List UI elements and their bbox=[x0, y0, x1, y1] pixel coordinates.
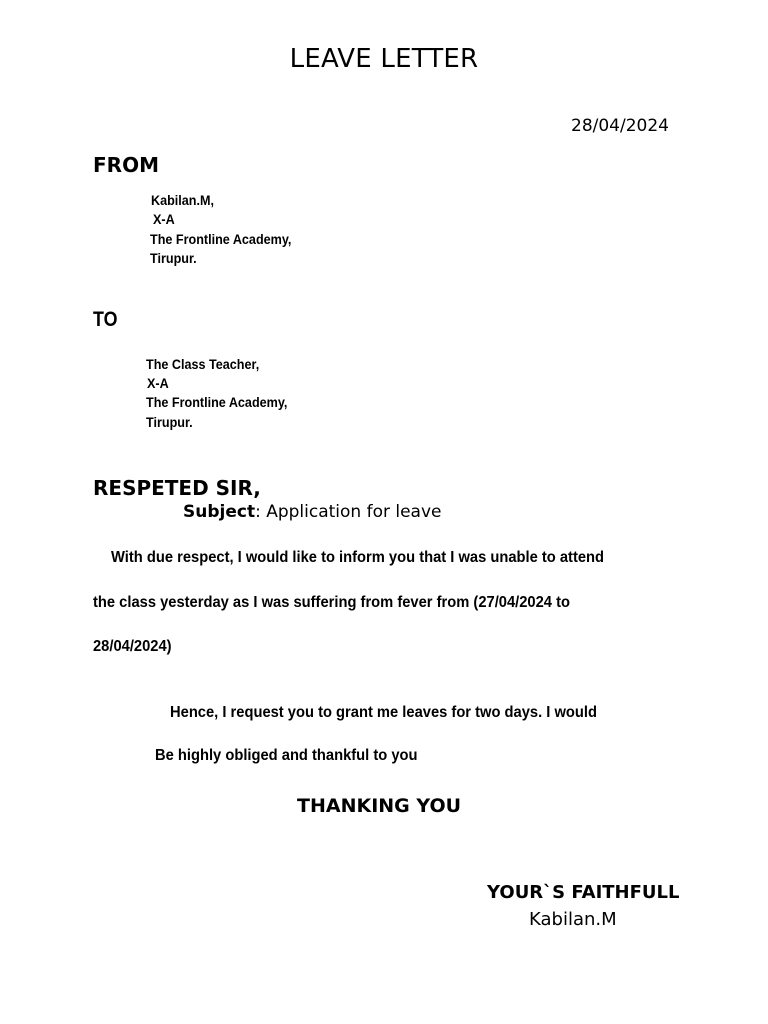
to-heading: TO bbox=[93, 308, 118, 331]
closing: THANKING YOU bbox=[297, 795, 462, 817]
from-address-line: X-A bbox=[153, 211, 175, 227]
subject-text: : Application for leave bbox=[255, 502, 442, 522]
body-line: the class yesterday as I was suffering from fever from (27/04/2024 to bbox=[93, 594, 570, 611]
salutation: RESPETED SIR, bbox=[93, 476, 261, 500]
from-address-line: The Frontline Academy, bbox=[150, 231, 292, 247]
from-address-line: Tirupur. bbox=[150, 250, 197, 266]
body-line: Be highly obliged and thankful to you bbox=[155, 747, 418, 764]
body-line: With due respect, I would like to inform you that I was unable to attend bbox=[111, 549, 605, 566]
sign-off: YOUR`S FAITHFULL bbox=[487, 882, 680, 903]
to-address-line: The Frontline Academy, bbox=[146, 394, 288, 410]
to-address-line: The Class Teacher, bbox=[146, 356, 260, 372]
from-heading: FROM bbox=[93, 153, 159, 177]
from-address-line: Kabilan.M, bbox=[151, 192, 215, 208]
body-line: 28/04/2024) bbox=[93, 638, 172, 655]
page-title: LEAVE LETTER bbox=[289, 44, 479, 74]
signature-name: Kabilan.M bbox=[529, 909, 617, 930]
to-address-line: X-A bbox=[147, 375, 169, 391]
to-address-line: Tirupur. bbox=[146, 414, 193, 430]
letter-date: 28/04/2024 bbox=[571, 116, 669, 136]
body-line: Hence, I request you to grant me leaves for two days. I would bbox=[170, 704, 597, 721]
subject-line bbox=[183, 502, 442, 522]
subject-label: Subject bbox=[183, 502, 256, 522]
